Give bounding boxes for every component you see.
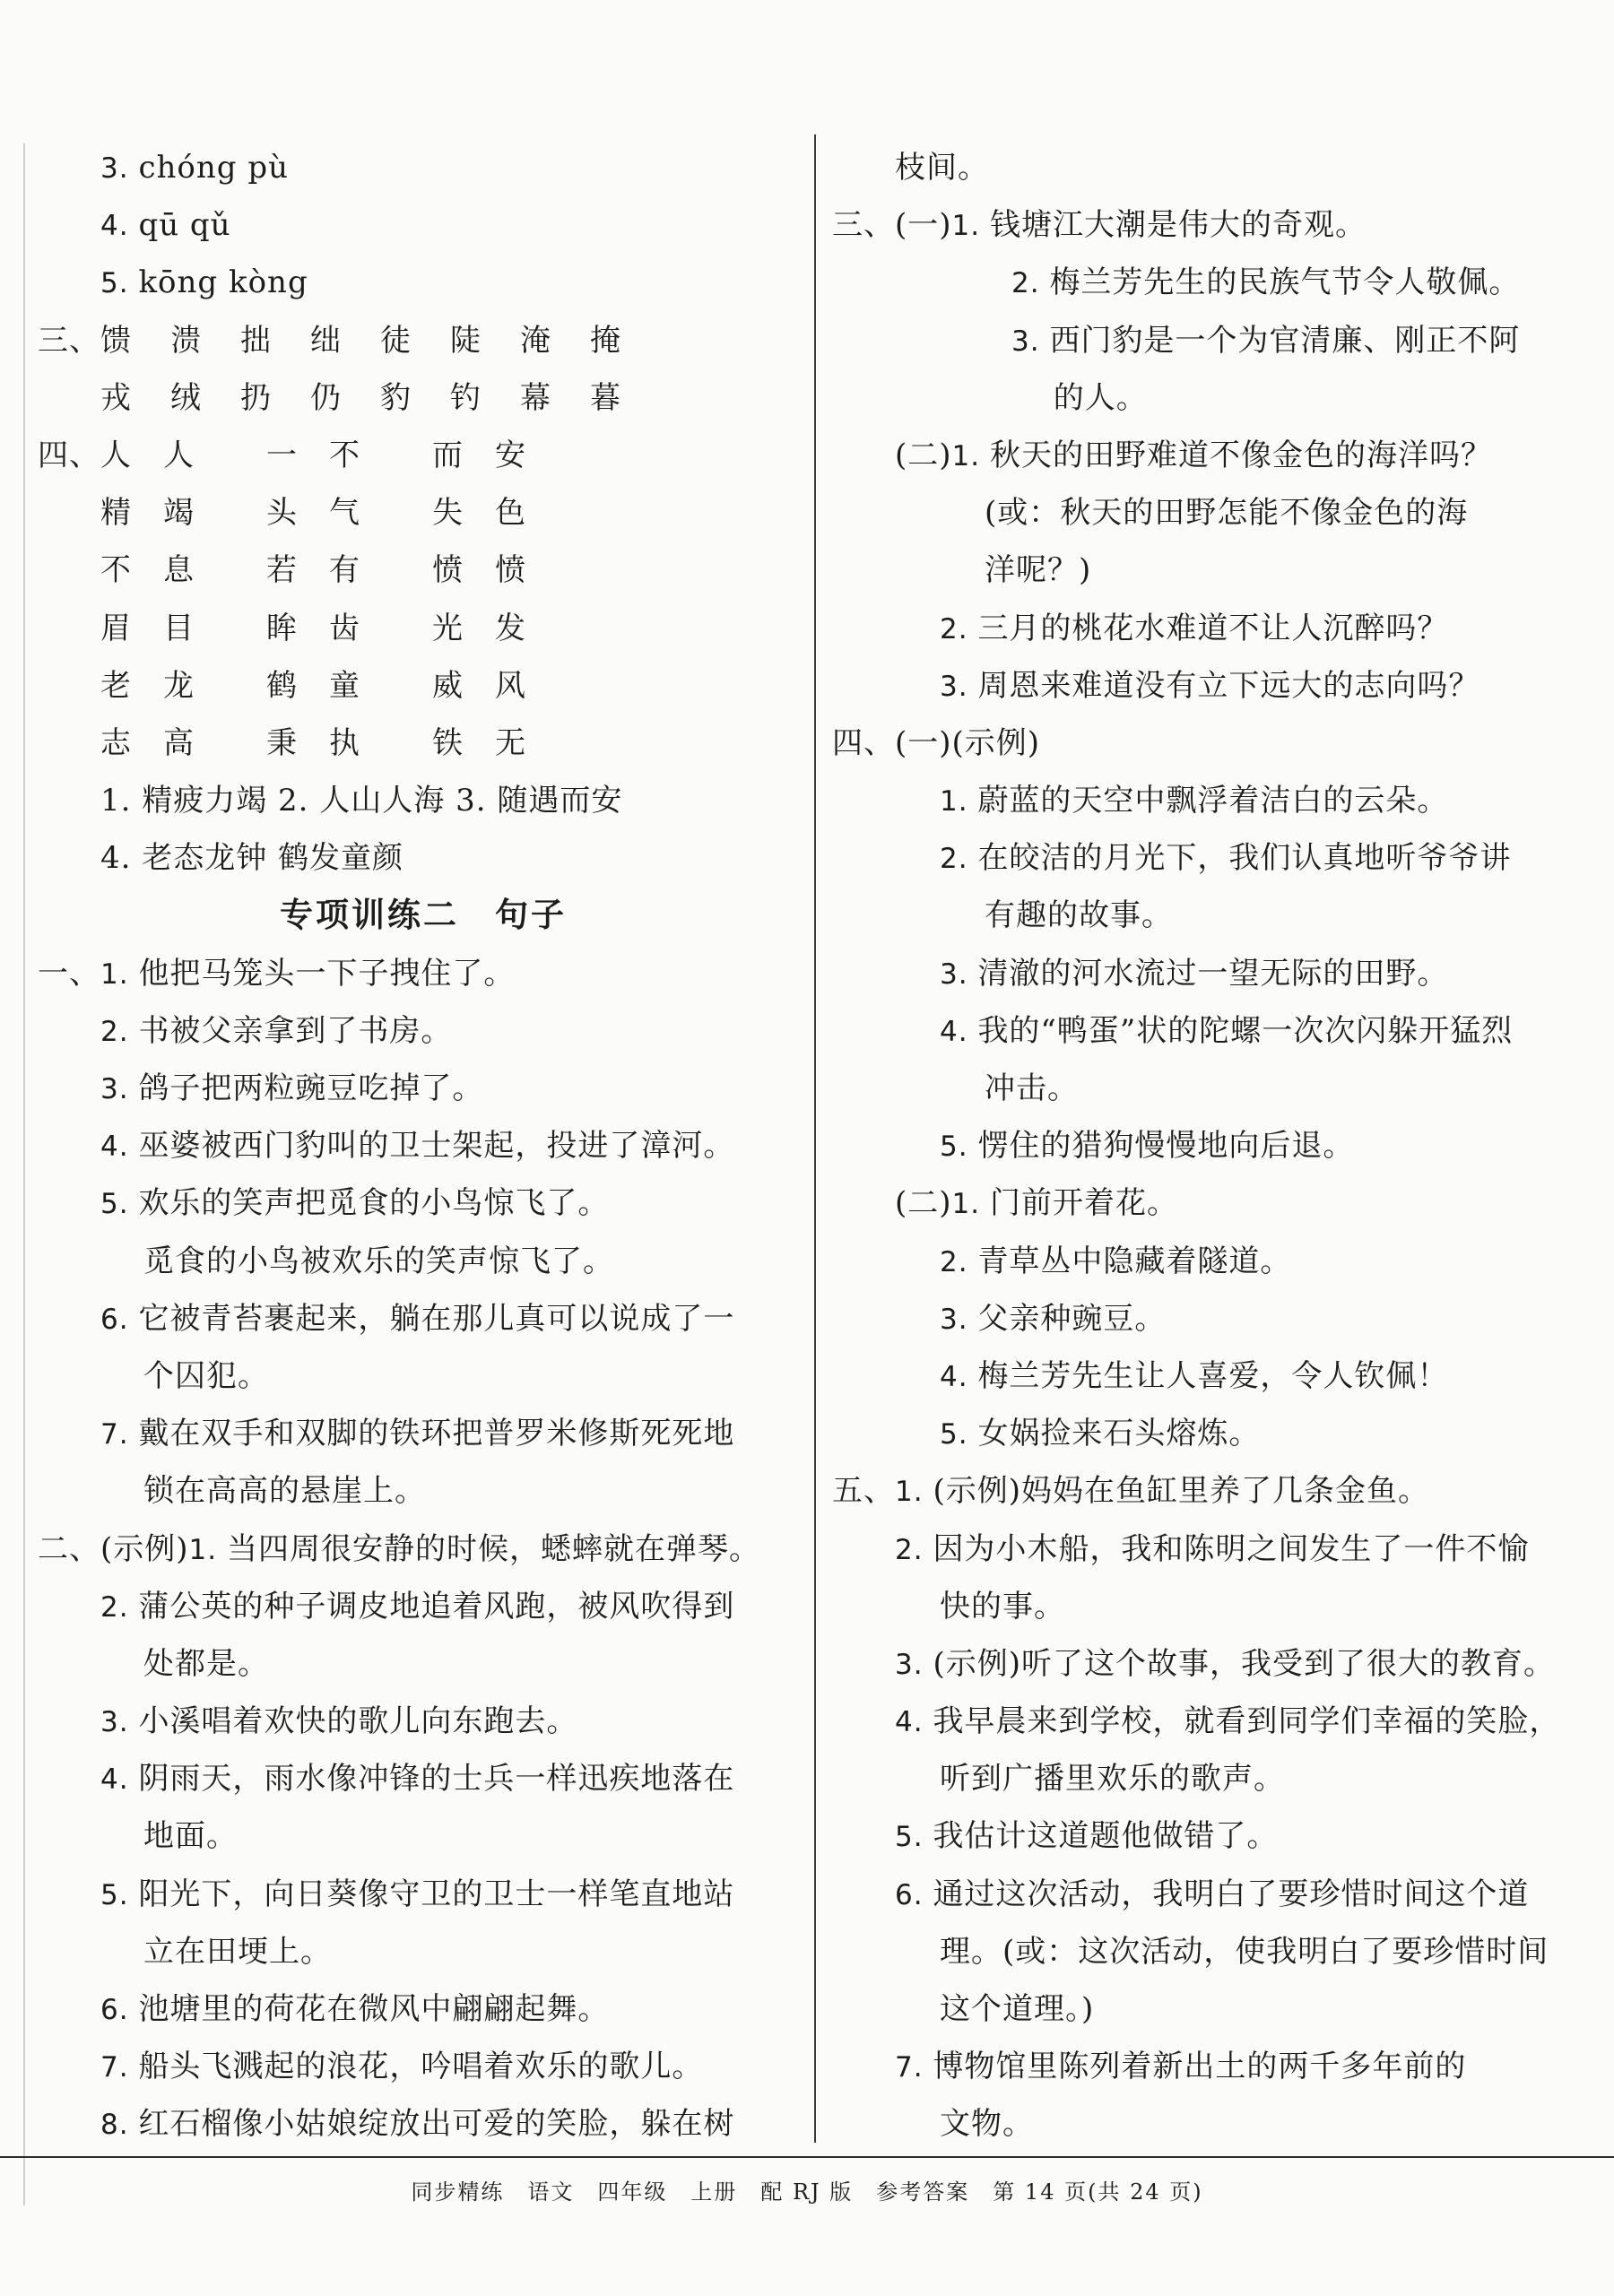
answer-text: (示例)妈妈在鱼缸里养了几条金鱼。 [933,1473,1429,1510]
grid-char: 拙 [240,322,272,359]
answer-text: 这个道理。) [940,1991,1095,2027]
answer-line [832,1980,1594,2038]
item-number: 1. [100,957,139,991]
answer-line [832,542,1594,599]
answer-text: 周恩来难道没有立下远大的志向吗？ [977,667,1480,704]
answer-text: 船头飞溅起的浪花，吟唱着欢乐的歌儿。 [138,2049,704,2085]
grid-char: 息 [163,552,195,589]
item-number: 3. [100,152,139,185]
item-number: 5. [940,1418,978,1451]
item-number: 7. [895,2051,933,2084]
item-number: 4. [940,1015,978,1048]
item-number: 1. [188,1533,227,1566]
page-footer: 同步精练 语文 四年级 上册 配 RJ 版 参考答案 第 14 页(共 24 页) [0,2156,1614,2205]
grid-char: 竭 [163,495,195,532]
item-number: 6. [100,1994,139,2026]
answer-text: 当四周很安静的时候，蟋蟀就在弹琴。 [226,1530,760,1567]
answer-text: 我早晨来到学校，就看到同学们幸福的笑脸， [933,1703,1561,1740]
answer-text: 小溪唱着欢快的歌儿向东跑去。 [138,1703,578,1740]
answer-line [832,1002,1594,1060]
sentence-answer-line [38,1290,809,1347]
grid-char: 馈 [100,322,132,359]
sentence-answer-line [38,1002,809,1060]
answer-text: 青草丛中隐藏着隧道。 [977,1243,1292,1279]
answer-text: 阴雨天，雨水像冲锋的士兵一样迅疾地落在 [138,1761,735,1798]
sentence-answer-line [38,1693,809,1750]
item-number: 3. [1011,325,1050,358]
answer-line [832,1578,1594,1635]
idiom-grid-row [38,427,809,484]
item-number: 2. [940,1245,978,1278]
section-marker: 二、(示例) [38,1530,189,1567]
answer-line [832,772,1594,829]
answer-line [832,2038,1594,2095]
answer-text: 理。(或：这次活动，使我明白了要珍惜时间 [940,1933,1549,1970]
answer-text: 地面。 [143,1818,238,1855]
sentence-answer-line [38,2038,809,2095]
idiom-grid-row [38,542,809,599]
answer-line [832,1060,1594,1117]
idiom-answer-line: 1. 精疲力竭 2. 人山人海 3. 随遇而安 [100,783,623,819]
answer-text: 枝间。 [895,150,989,186]
answer-line [832,1405,1594,1462]
answer-line [832,1521,1594,1578]
sentence-answer-line [38,1980,809,2038]
item-number: 7. [100,2051,139,2084]
answer-text: 清澈的河水流过一望无际的田野。 [977,955,1449,992]
section-marker: 三、 [38,322,100,359]
item-number: 5. [940,1131,978,1164]
item-number: 4. [100,210,139,243]
answer-line [832,139,1594,196]
grid-char: 龙 [163,667,195,704]
sentence-answer-line [38,1347,809,1405]
grid-char: 有 [329,552,360,589]
section-marker: 四、 [38,437,100,473]
answer-text: kōng kòng [138,264,308,301]
grid-char: 鹤 [266,667,298,704]
answer-text: 有趣的故事。 [985,897,1173,934]
answer-line [832,829,1594,887]
grid-char: 气 [329,495,360,532]
section-marker: 三、(一) [832,207,952,244]
item-number: 2. [895,1533,933,1566]
answer-line [832,657,1594,715]
answer-text: 梅兰芳先生让人喜爱，令人钦佩！ [977,1357,1449,1394]
sentence-answer-line [38,1060,809,1117]
answer-line [832,887,1594,944]
sentence-answer-line [38,1405,809,1462]
answer-line [832,1693,1594,1750]
item-number: 3. [100,1073,139,1105]
answer-text: 书被父亲拿到了书房。 [138,1012,453,1049]
column-divider [814,134,816,2143]
grid-char: 发 [495,610,526,646]
grid-char: 童 [329,667,360,704]
grid-char: 失 [432,495,464,532]
answer-line [832,1807,1594,1865]
sentence-answer-line [38,1578,809,1635]
grid-char: 暮 [590,379,621,416]
grid-char: 人 [163,437,195,473]
sentence-answer-line [38,1635,809,1693]
answer-line [832,1117,1594,1174]
sentence-answer-line [38,1807,809,1865]
section-marker: (二) [895,1185,952,1222]
answer-line [832,196,1594,254]
answer-text: 池塘里的荷花在微风中翩翩起舞。 [138,1991,610,2027]
item-number: 5. [100,1878,139,1911]
answer-text: 我估计这道题他做错了。 [933,1818,1279,1855]
grid-char: 色 [495,495,526,532]
answer-text: 它被青苔裹起来，躺在那儿真可以说成了一 [138,1300,735,1337]
answer-line [832,312,1594,369]
item-number: 2. [940,843,978,876]
pinyin-answer-line [38,196,809,254]
answer-text: qū qǔ [138,207,231,244]
grid-char: 愤 [432,552,464,589]
answer-line [832,1290,1594,1347]
idiom-grid-row [38,484,809,542]
answer-line [832,484,1594,542]
grid-char: 而 [432,437,464,473]
grid-char: 幕 [520,379,551,416]
sentence-answer-line [38,1233,809,1290]
sentence-answer-line [38,2095,809,2153]
item-number: 1. [951,1188,990,1221]
item-number: 3. [940,1303,978,1336]
answer-text: 听到广播里欢乐的歌声。 [940,1761,1285,1798]
right-column [832,139,1594,2153]
grid-char: 人 [100,437,132,473]
grid-char: 绒 [170,379,202,416]
grid-char: 淹 [520,322,551,359]
section-heading: 专项训练二 句子 [280,896,567,935]
grid-char: 精 [100,495,132,532]
answer-text: 的人。 [1011,379,1148,416]
answer-text: (或：秋天的田野怎能不像金色的海 [985,495,1469,532]
grid-char: 愤 [495,552,526,589]
grid-char: 秉 [266,724,298,761]
grid-char: 不 [100,552,132,589]
item-number: 4. [100,1763,139,1797]
answer-text: 他把马笼头一下子拽住了。 [138,955,516,992]
answer-text: 锁在高高的悬崖上。 [143,1473,426,1510]
answer-text: 因为小木船，我和陈明之间发生了一件不愉 [933,1530,1530,1567]
item-number: 5. [100,267,139,300]
grid-char: 目 [163,610,195,646]
grid-char: 仍 [310,379,342,416]
answer-text: 巫婆被西门豹叫的卫士架起，投进了漳河。 [138,1128,735,1165]
item-number: 4. [895,1706,933,1739]
answer-text: 博物馆里陈列着新出土的两千多年前的 [933,2049,1467,2085]
grid-char: 若 [266,552,298,589]
section-marker: 五、 [832,1473,895,1510]
sentence-answer-line [38,1174,809,1232]
idiom-grid-row [38,715,809,772]
idiom-grid-row [38,657,809,715]
answer-text: 立在田埂上。 [143,1933,332,1970]
sentence-answer-line [38,1866,809,1923]
grid-char: 绌 [310,322,342,359]
answer-text: 钱塘江大潮是伟大的奇观。 [989,207,1367,244]
answer-text: 个囚犯。 [143,1357,269,1394]
grid-char: 眉 [100,610,132,646]
item-number: 2. [100,1590,139,1624]
answer-text: chóng pù [138,150,289,186]
answer-line [832,427,1594,484]
grid-char: 掩 [590,322,621,359]
grid-char: 不 [329,437,360,473]
grid-char: 无 [495,724,526,761]
answer-line [832,1923,1594,1980]
answer-text: 梅兰芳先生的民族气节令人敬佩。 [1049,264,1521,301]
item-number: 3. [940,957,978,991]
answer-line [832,1750,1594,1807]
char-grid-row [38,312,809,369]
pinyin-answer-line [38,139,809,196]
section-marker: 一、 [38,955,100,992]
answer-text: 处都是。 [143,1645,269,1682]
answer-text: 在皎洁的月光下，我们认真地听爷爷讲 [977,840,1512,877]
item-number: 5. [895,1821,933,1854]
answer-text: 通过这次活动，我明白了要珍惜时间这个道 [933,1876,1530,1912]
grid-char: 一 [266,437,298,473]
answer-text: 西门豹是一个为官清廉、刚正不阿 [1049,322,1521,359]
answer-line [832,1233,1594,1290]
answer-text: 文物。 [940,2106,1034,2143]
answer-text: 戴在双手和双脚的铁环把普罗米修斯死死地 [138,1416,735,1452]
answer-line [832,1462,1594,1520]
answer-text: 冲击。 [985,1070,1079,1106]
grid-char: 眸 [266,610,298,646]
answer-text: 阳光下，向日葵像守卫的卫士一样笔直地站 [138,1876,735,1912]
answer-line [832,2095,1594,2153]
sentence-answer-line [38,945,809,1002]
grid-char: 威 [432,667,464,704]
answer-line [832,945,1594,1002]
item-number: 3. [100,1706,139,1739]
item-number: 3. [895,1648,933,1681]
item-number: 4. [940,1360,978,1393]
grid-char: 陡 [450,322,482,359]
item-number: 4. [100,1131,139,1164]
answer-text: 女娲捡来石头熔炼。 [977,1416,1261,1452]
char-grid-row [38,369,809,427]
item-number: 1. [951,210,990,243]
item-number: 2. [1011,267,1050,300]
pinyin-answer-line [38,254,809,311]
section-marker: 四、(一)(示例) [832,724,1041,761]
left-column [38,139,809,2153]
answer-text: 父亲种豌豆。 [977,1300,1167,1337]
grid-char: 徒 [380,322,412,359]
binding-edge-line [23,143,25,2205]
idiom-grid-row [38,600,809,657]
answer-text: (示例)听了这个故事，我受到了很大的教育。 [933,1645,1555,1682]
item-number: 1. [895,1476,933,1509]
answer-line [832,1174,1594,1232]
section-marker: (二) [895,437,952,473]
answer-line [832,369,1594,427]
sentence-answer-line [38,1750,809,1807]
item-number: 2. [100,1015,139,1048]
grid-char: 光 [432,610,464,646]
grid-char: 头 [266,495,298,532]
answer-text: 蒲公英的种子调皮地追着风跑，被风吹得到 [138,1588,735,1625]
item-number: 8. [100,2109,139,2142]
answer-line [832,1866,1594,1923]
grid-char: 豹 [380,379,412,416]
answer-text: 秋天的田野难道不像金色的海洋吗？ [989,437,1492,473]
answer-text: 蔚蓝的天空中飘浮着洁白的云朵。 [977,783,1449,819]
answer-text: 欢乐的笑声把觅食的小鸟惊飞了。 [138,1185,610,1222]
grid-char: 齿 [329,610,360,646]
item-number: 6. [100,1303,139,1336]
item-number: 1. [951,439,990,472]
grid-char: 戎 [100,379,132,416]
idiom-answer-line: 4. 老态龙钟 鹤发童颜 [100,840,404,877]
item-number: 1. [940,785,978,819]
answer-text: 我的“鸭蛋”状的陀螺一次次闪躲开猛烈 [977,1012,1514,1049]
item-number: 6. [895,1878,933,1911]
item-number: 5. [100,1188,139,1221]
grid-char: 铁 [432,724,464,761]
answer-text: 红石榴像小姑娘绽放出可爱的笑脸，躲在树 [138,2106,735,2143]
answer-text: 鸽子把两粒豌豆吃掉了。 [138,1070,484,1106]
grid-char: 执 [329,724,360,761]
sentence-answer-line [38,1923,809,1980]
answer-line [832,254,1594,311]
item-number: 3. [940,670,978,703]
answer-line [832,715,1594,772]
answer-text: 愣住的猎狗慢慢地向后退。 [977,1128,1355,1165]
answer-line [832,600,1594,657]
item-number: 7. [100,1418,139,1451]
answer-text: 门前开着花。 [989,1185,1178,1222]
grid-char: 风 [495,667,526,704]
answer-text: 洋呢？) [985,552,1092,589]
answer-line [832,1347,1594,1405]
answer-text: 三月的桃花水难道不让人沉醉吗？ [977,610,1449,646]
item-number: 2. [940,612,978,645]
grid-char: 溃 [170,322,202,359]
answer-line [832,1635,1594,1693]
grid-char: 高 [163,724,195,761]
answer-text: 快的事。 [940,1588,1065,1625]
grid-char: 志 [100,724,132,761]
sentence-answer-line [38,1117,809,1174]
sentence-answer-line [38,1521,809,1578]
answer-text: 觅食的小鸟被欢乐的笑声惊飞了。 [143,1243,614,1279]
grid-char: 钓 [450,379,482,416]
grid-char: 安 [495,437,526,473]
sentence-answer-line [38,1462,809,1520]
grid-char: 扔 [240,379,272,416]
grid-char: 老 [100,667,132,704]
